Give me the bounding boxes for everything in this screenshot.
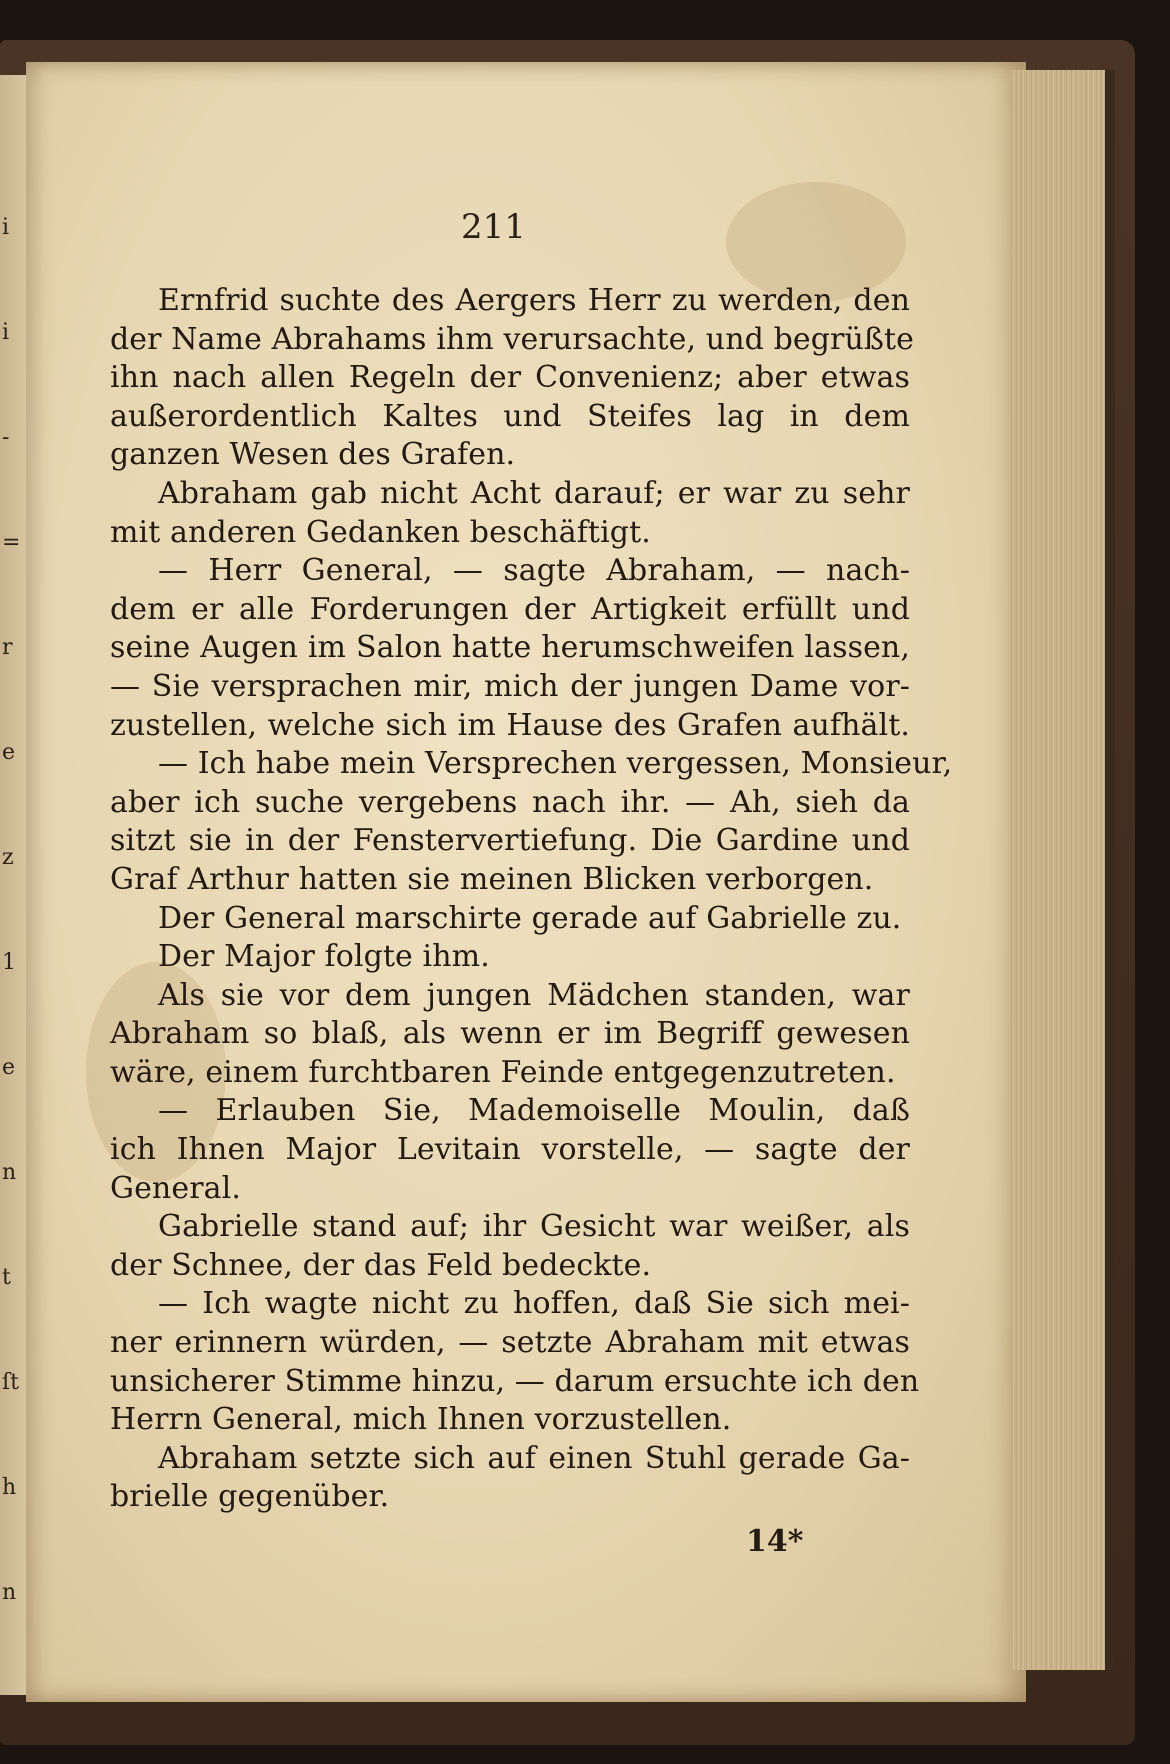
text-line: sitzt sie in der Fenstervertiefung. Die Gardine und: [110, 823, 910, 859]
prev-page-fragment: -: [2, 425, 10, 450]
page-number: 211: [461, 207, 526, 247]
text-line: unsicherer Stimme hinzu, — darum ersuchte ich den: [110, 1363, 920, 1399]
text-line: ich Ihnen Major Levitain vorstelle, — sagte der: [110, 1132, 910, 1168]
text-line: — Ich wagte nicht zu hoffen, daß Sie sich mei-: [158, 1286, 910, 1322]
prev-page-fragment: n: [2, 1580, 17, 1605]
text-line: brielle gegenüber.: [110, 1479, 390, 1515]
prev-page-fragment: i: [2, 215, 10, 240]
text-line: Ernfrid suchte des Aergers Herr zu werden, den: [158, 283, 910, 318]
prev-page-fragment: r: [2, 635, 13, 660]
body-text: [110, 282, 953, 1517]
page-edges: [1010, 70, 1115, 1670]
text-line: General.: [110, 1170, 241, 1206]
text-line: der Name Abrahams ihm verursachte, und begrüßte: [110, 321, 915, 357]
text-line: — Erlauben Sie, Mademoiselle Moulin, daß: [158, 1093, 910, 1129]
text-line: Abraham so blaß, als wenn er im Begriff gewesen: [110, 1016, 910, 1052]
prev-page-fragment: e: [2, 1055, 16, 1080]
text-line: Als sie vor dem jungen Mädchen standen, war: [158, 977, 910, 1013]
text-line: — Sie versprachen mir, mich der jungen Dame vor-: [110, 668, 910, 704]
text-line: Abraham setzte sich auf einen Stuhl gerade Ga-: [158, 1440, 910, 1476]
prev-page-fragment: ſt: [2, 1370, 19, 1395]
text-line: aber ich suche vergebens nach ihr. — Ah, sieh da: [110, 784, 910, 820]
text-line: ihn nach allen Regeln der Convenienz; aber etwas: [110, 360, 910, 396]
text-line: Gabrielle stand auf; ihr Gesicht war weißer, als: [158, 1209, 910, 1245]
text-line: Der Major folgte ihm.: [158, 939, 490, 975]
text-line: Graf Arthur hatten sie meinen Blicken verborgen.: [110, 861, 874, 897]
text-line: Der General marschirte gerade auf Gabrielle zu.: [158, 900, 902, 936]
prev-page-fragment: 1: [2, 950, 16, 975]
prev-page-fragment: n: [2, 1160, 17, 1185]
prev-page-fragment: i: [2, 320, 10, 345]
text-line: wäre, einem furchtbaren Feinde entgegenzutreten.: [110, 1054, 896, 1090]
text-line: seine Augen im Salon hatte herumschweifen lassen,: [110, 630, 910, 666]
text-line: — Ich habe mein Versprechen vergessen, Monsieur,: [158, 746, 953, 782]
signature-mark: 14*: [746, 1524, 804, 1559]
text-line: Abraham gab nicht Acht darauf; er war zu sehr: [158, 475, 910, 511]
text-line: ner erinnern würden, — setzte Abraham mit etwas: [110, 1325, 910, 1361]
text-line: dem er alle Forderungen der Artigkeit erfüllt und: [110, 591, 910, 627]
text-line: der Schnee, der das Feld bedeckte.: [110, 1247, 652, 1283]
text-line: zustellen, welche sich im Hause des Grafen aufhält.: [110, 707, 910, 743]
text-line: ganzen Wesen des Grafen.: [110, 437, 516, 473]
prev-page-fragment: e: [2, 740, 16, 765]
text-line: Herrn General, mich Ihnen vorzustellen.: [110, 1402, 732, 1438]
prev-page-fragment: z: [2, 845, 14, 870]
text-line: — Herr General, — sagte Abraham, — nach-: [158, 553, 910, 589]
prev-page-fragment: h: [2, 1475, 17, 1500]
text-line: außerordentlich Kaltes und Steifes lag in dem: [110, 398, 910, 434]
text-line: mit anderen Gedanken beschäftigt.: [110, 514, 651, 550]
prev-page-fragment: t: [2, 1265, 11, 1290]
book-page: [26, 62, 1026, 1702]
prev-page-fragment: =: [2, 530, 21, 555]
